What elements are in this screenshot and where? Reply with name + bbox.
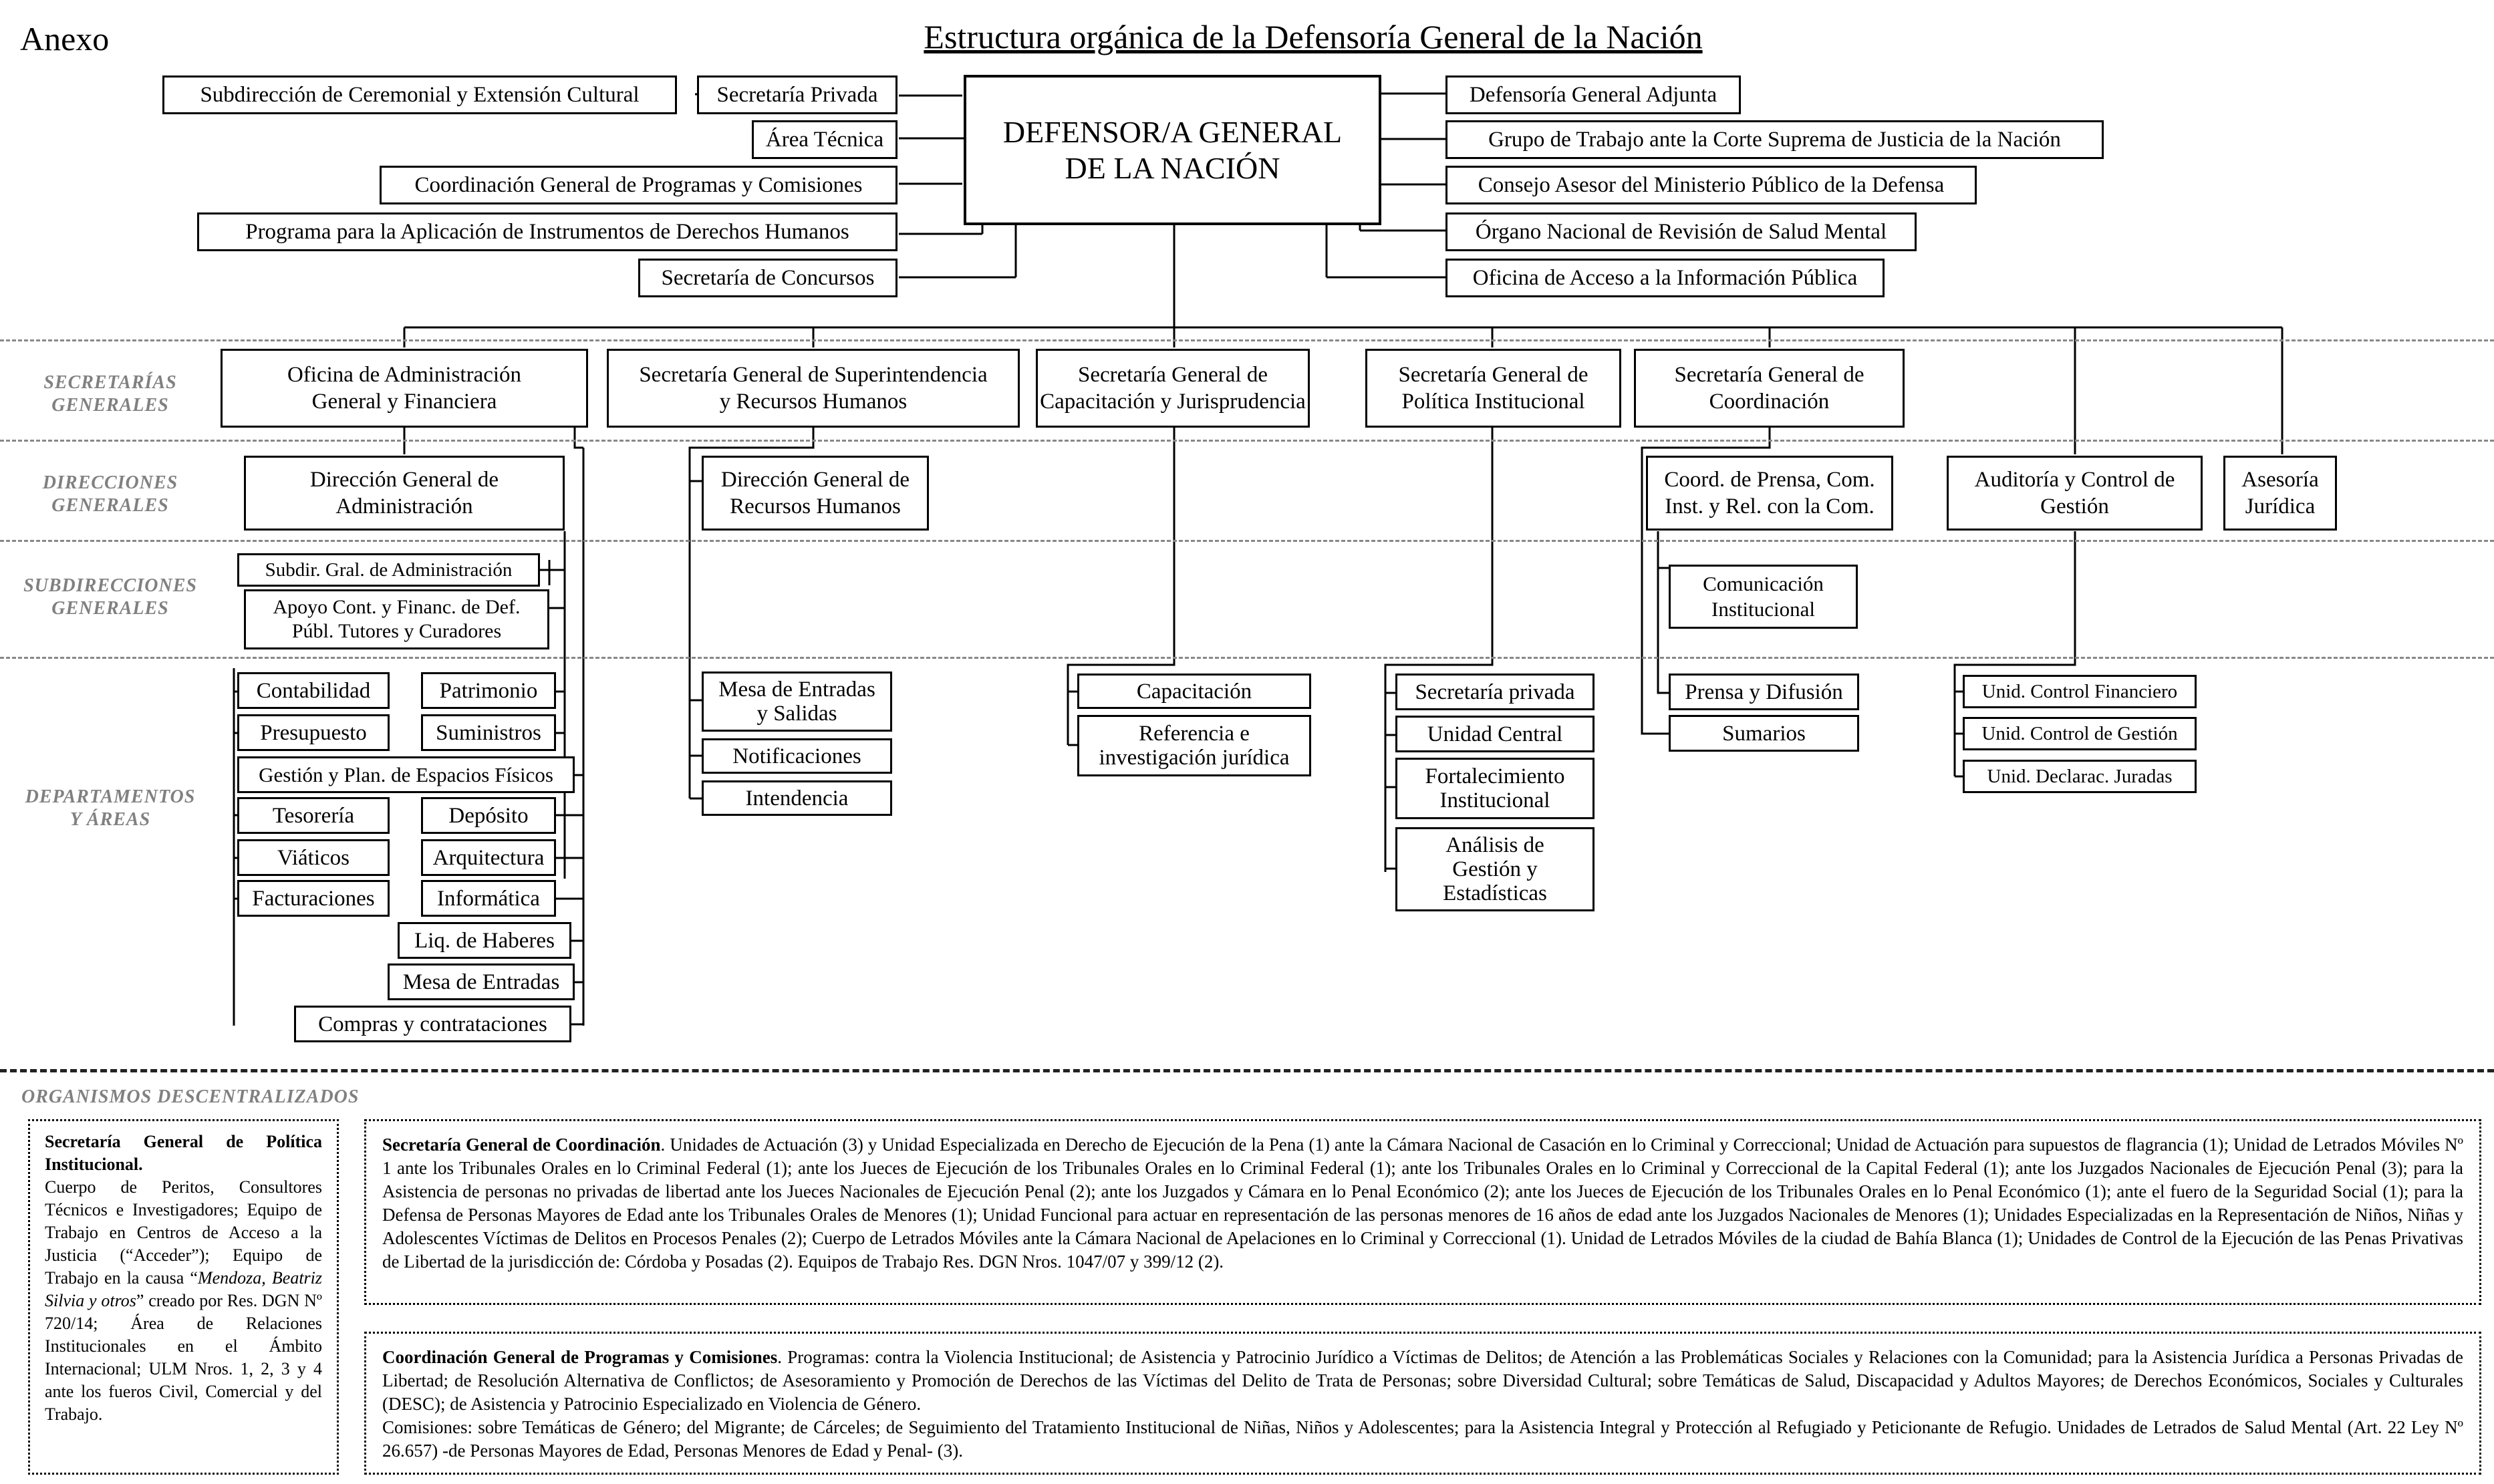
sec-superintendencia[interactable]: Secretaría General de Superintendencia y Recursos Humanos — [607, 349, 1020, 428]
unit-ceremonial[interactable]: Subdirección de Ceremonial y Extensión Cultural — [162, 76, 677, 114]
unit-consejo-asesor[interactable]: Consejo Asesor del Ministerio Público de la Defensa — [1445, 166, 1977, 204]
level-label-departamentos: DEPARTAMENTOS Y ÁREAS — [25, 786, 196, 830]
dep-compras[interactable]: Compras y contrataciones — [294, 1006, 571, 1042]
dep-prensa-difusion[interactable]: Prensa y Difusión — [1669, 674, 1859, 710]
note-politica-title: Secretaría General de Política Institucional. — [45, 1132, 322, 1174]
dep-tesoreria[interactable]: Tesorería — [237, 797, 390, 834]
dep-contabilidad[interactable]: Contabilidad — [237, 672, 390, 709]
dep-viaticos[interactable]: Viáticos — [237, 839, 390, 876]
dep-sumarios[interactable]: Sumarios — [1669, 715, 1859, 752]
note-coordinacion — [364, 1119, 2481, 1305]
level-label-secretarias: SECRETARÍAS GENERALES — [43, 372, 177, 416]
dep-liq-haberes[interactable]: Liq. de Haberes — [398, 922, 571, 959]
dep-notificaciones[interactable]: Notificaciones — [702, 738, 892, 774]
note-coordinacion-text: . Unidades de Actuación (3) y Unidad Especializada en Derecho de Ejecución de la Pena (1) ante la Cámara Nacional de Casación en lo Criminal y Correccional; Unidad de Actuación para supuestos de flagrancia (1); Unidad de Letrados Móviles Nº 1 ante los Tribunales Orales en lo Criminal Federal (1); ante los Jueces de Ejecución de los Tribunales Orales en lo Criminal Federal (1); ante los Tribunales Orales en lo Criminal y Correccional de la Capital Federal (1); ante los Juzgados Nacionales de Ejecución Penal (3); para la Asistencia de personas no privadas de libertad ante los Jueces Nacionales de Ejecución Penal (2); ante los Juzgados y Cámara en lo Penal Económico (2); ante los Jueces de Ejecución de los Tribunales Orales en lo Penal Económico (1); ante el fuero de la Seguridad Social (1); para la Defensa de Personas Mayores de Edad ante los Tribunales Orales de Menores (1); Unidad Funcional para actuar en representación de las personas menores de 16 años de edad ante los Juzgados Nacionales de Menores (1); Unidades Especializadas en la Representación de Niños, Niñas y Adolescentes Víctimas de Delitos en Procesos Penales (2); Cuerpo de Letrados Móviles ante la Cámara Nacional de Apelaciones en lo Criminal y Correccional (1). Unidad de Letrados Móviles de la ciudad de Bahía Blanca (1); Unidades de Control de la Ejecución de las Penas Privativas de Libertad de la jurisdicción de: Córdoba y Posadas (2). Equipos de Trabajo Res. DGN Nros. 1047/07 y 399/12 (2). — [382, 1135, 2463, 1272]
note-programas-text: . Programas: contra la Violencia Institucional; de Asistencia y Patrocinio Jurídico a Víctimas de Delitos; de Atención a las Problemáticas Sociales y Relaciones con la Comunidad; para la Asistencia Jurídica a Personas Privadas de Libertad; de Resolución Alternativa de Conflictos; de Asesoramiento y Promoción de Derechos de las Víctimas del Delito de Trata de Personas; sobre Diversidad Cultural; sobre Temáticas de Salud, Discapacidad y Adultos Mayores; de Derechos Económicos, Sociales y Culturales (DESC); de Asistencia y Patrocinio Especializado en Violencia de Género. — [382, 1347, 2463, 1414]
dep-analisis-gestion[interactable]: Análisis de Gestión y Estadísticas — [1395, 827, 1595, 911]
dep-presupuesto[interactable]: Presupuesto — [237, 714, 390, 751]
note-comisiones-text: Comisiones: sobre Temáticas de Género; del Migrante; de Cárceles; de Seguimiento del Tratamiento Institucional de Niñas, Niños y Adolescentes; para la Asistencia Integral y Protección al Refugiado y Peticionante de Refugio. Unidades de Letrados de Salud Mental (Art. 22 Ley Nº 26.657) -de Personas Mayores de Edad, Personas Menores de Edad y Penal- (3). — [382, 1417, 2463, 1461]
dep-patrimonio[interactable]: Patrimonio — [421, 672, 556, 709]
unit-grupo-corte[interactable]: Grupo de Trabajo ante la Corte Suprema de Justicia de la Nación — [1445, 120, 2104, 159]
subdir-comunicacion[interactable]: Comunicación Institucional — [1669, 565, 1858, 629]
sec-coordinacion[interactable]: Secretaría General de Coordinación — [1634, 349, 1905, 428]
dep-capacitacion[interactable]: Capacitación — [1077, 674, 1311, 709]
dep-referencia-juridica[interactable]: Referencia e investigación jurídica — [1077, 715, 1311, 776]
sec-politica-institucional[interactable]: Secretaría General de Política Institucional — [1365, 349, 1621, 428]
sec-capacitacion[interactable]: Secretaría General de Capacitación y Jurisprudencia — [1036, 349, 1310, 428]
dep-unidad-central[interactable]: Unidad Central — [1395, 716, 1595, 752]
separator-departamentos — [0, 657, 2494, 659]
annex-label: Anexo — [20, 20, 110, 57]
dep-control-financiero[interactable]: Unid. Control Financiero — [1963, 675, 2197, 708]
level-label-direcciones: DIRECCIONES GENERALES — [42, 472, 178, 516]
level-label-organismos: ORGANISMOS DESCENTRALIZADOS — [21, 1086, 360, 1107]
dir-administracion[interactable]: Dirección General de Administración — [244, 456, 565, 531]
dep-facturaciones[interactable]: Facturaciones — [237, 880, 390, 917]
dep-arquitectura[interactable]: Arquitectura — [421, 839, 556, 876]
unit-area-tecnica[interactable]: Área Técnica — [752, 120, 897, 159]
dep-control-gestion[interactable]: Unid. Control de Gestión — [1963, 717, 2197, 750]
dep-deposito[interactable]: Depósito — [421, 797, 556, 834]
note-programas-comisiones — [364, 1332, 2481, 1475]
dep-mesa-entradas-salidas[interactable]: Mesa de Entradas y Salidas — [702, 672, 892, 732]
note-programas-title: Coordinación General de Programas y Comisiones — [382, 1347, 778, 1367]
dep-intendencia[interactable]: Intendencia — [702, 780, 892, 816]
dep-declaraciones-juradas[interactable]: Unid. Declarac. Juradas — [1963, 760, 2197, 793]
dir-recursos-humanos[interactable]: Dirección General de Recursos Humanos — [702, 456, 929, 531]
dep-secretaria-privada[interactable]: Secretaría privada — [1395, 674, 1595, 710]
unit-salud-mental[interactable]: Órgano Nacional de Revisión de Salud Mental — [1445, 212, 1917, 251]
unit-concursos[interactable]: Secretaría de Concursos — [638, 259, 897, 297]
subdir-apoyo-contable[interactable]: Apoyo Cont. y Financ. de Def. Públ. Tutores y Curadores — [244, 589, 549, 649]
dir-auditoria[interactable]: Auditoría y Control de Gestión — [1947, 456, 2203, 531]
note-politica-text-2: ” creado por Res. DGN Nº 720/14; Área de Relaciones Institucionales en el Ámbito Internacional; ULM Nros. 1, 2, 3 y 4 ante los fueros Civil, Comercial y del Trabajo. — [45, 1291, 322, 1424]
page-title: Estructura orgánica de la Defensoría General de la Nación — [924, 18, 1703, 55]
separator-organismos — [0, 1069, 2494, 1072]
separator-direcciones — [0, 440, 2494, 442]
root-defensor-general[interactable]: DEFENSOR/A GENERAL DE LA NACIÓN — [964, 75, 1381, 225]
unit-programa-ddhh[interactable]: Programa para la Aplicación de Instrumentos de Derechos Humanos — [197, 212, 897, 251]
dep-mesa-entradas[interactable]: Mesa de Entradas — [388, 963, 575, 1000]
dep-suministros[interactable]: Suministros — [421, 714, 556, 751]
sec-oficina-administracion[interactable]: Oficina de Administración General y Financiera — [221, 349, 588, 428]
dep-fortalecimiento[interactable]: Fortalecimiento Institucional — [1395, 758, 1595, 819]
note-politica-institucional — [28, 1119, 339, 1475]
note-coordinacion-title: Secretaría General de Coordinación — [382, 1135, 661, 1155]
subdir-administracion[interactable]: Subdir. Gral. de Administración — [237, 553, 540, 587]
separator-secretarias — [0, 339, 2494, 341]
unit-defensoria-adjunta[interactable]: Defensoría General Adjunta — [1445, 76, 1741, 114]
note-politica-text-1: Cuerpo de Peritos, Consultores Técnicos e Investigadores; Equipo de Trabajo en Centros de Acceso a la Justicia (“Acceder”); Equipo de Trabajo en la causa “ — [45, 1177, 322, 1288]
unit-acceso-informacion[interactable]: Oficina de Acceso a la Información Pública — [1445, 259, 1885, 297]
dep-informatica[interactable]: Informática — [421, 880, 556, 917]
note-politica-italic: Mendoza, Beatriz Silvia y otros — [45, 1268, 323, 1310]
dir-asesoria-juridica[interactable]: Asesoría Jurídica — [2223, 456, 2337, 531]
dir-coord-prensa[interactable]: Coord. de Prensa, Com. Inst. y Rel. con la Com. — [1646, 456, 1893, 531]
level-label-subdirecciones: SUBDIRECCIONES GENERALES — [23, 575, 197, 619]
unit-coord-programas[interactable]: Coordinación General de Programas y Comisiones — [380, 166, 897, 204]
dep-espacios-fisicos[interactable]: Gestión y Plan. de Espacios Físicos — [237, 756, 575, 793]
unit-secretaria-privada[interactable]: Secretaría Privada — [697, 76, 897, 114]
separator-subdirecciones — [0, 540, 2494, 542]
